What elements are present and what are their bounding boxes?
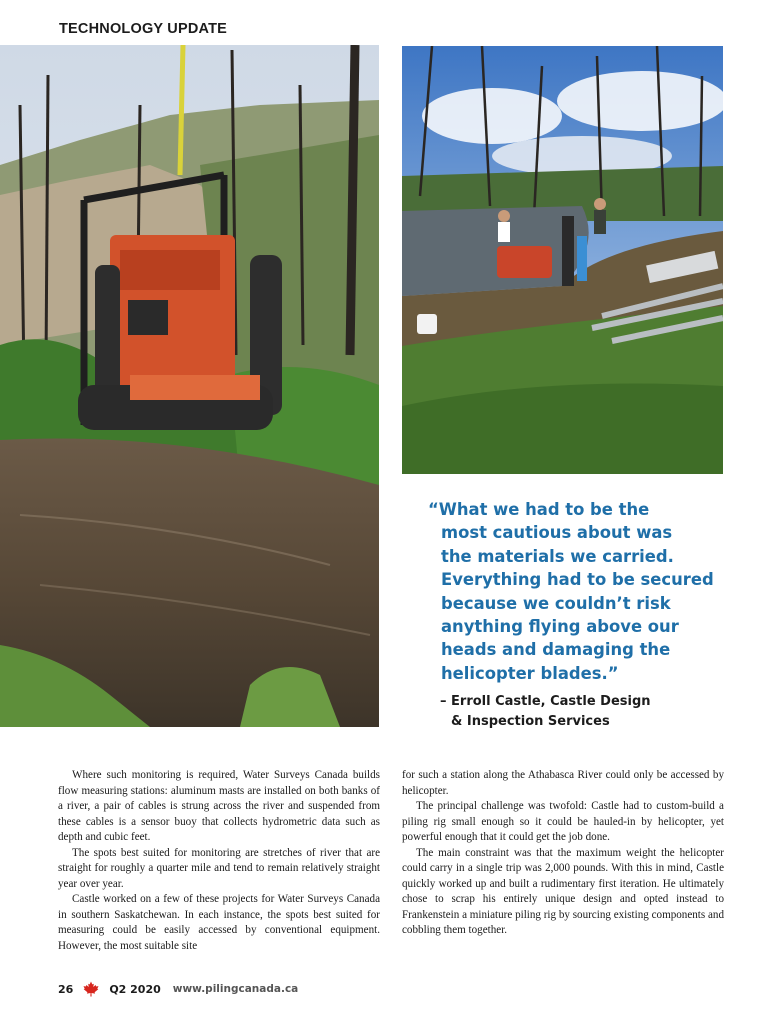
article-paragraph: Castle worked on a few of these projects for Water Surveys Canada in southern Saskatchewan. In each instance, the spots best suited for measuring could be easily accessed by conventional equipment. However, the most suitable site [58,893,380,953]
article-paragraph: for such a station along the Athabasca River could only be accessed by helicopter. [402,769,724,797]
article-paragraph: The main constraint was that the maximum weight the helicopter could carry in a single trip was 2,000 pounds. With this in mind, Castle quickly worked up and built a rudimentary first iteration. He ultimately chose to scrap his entirely unique design and opted instead to Frankenstein a miniature piling rig by sourcing existing components and cobbling them together. [402,846,724,937]
pull-quote-line: heads and damaging the [441,640,671,660]
attribution-line: & Inspection Services [451,714,610,729]
page-number: 26 [58,982,74,996]
riverbank-crew-photo [402,46,723,474]
article-paragraph: The principal challenge was twofold: Castle had to custom-build a piling rig small enough so it could be hauled-in by helicopter, yet powerful enough that it could get the job done. [402,800,724,844]
article-paragraph: Where such monitoring is required, Water Surveys Canada builds flow measuring stations: aluminum masts are installed on both banks of a river, a pair of cables is strung across the river and suspended from these cables is a sensor buoy that collects hydrometric data such as depth and cubic feet. [58,769,380,844]
pull-quote [428,498,728,685]
article-column-left [58,768,380,955]
article-column-right [402,768,724,939]
pull-quote-line: most cautious about was [441,523,673,543]
pull-quote-line: “What we had to be the [428,500,650,519]
pull-quote-line: anything flying above our [441,617,679,637]
attribution-line: – Erroll Castle, Castle Design [440,694,651,709]
pull-quote-line: Everything had to be secured [441,570,714,590]
article-paragraph: The spots best suited for monitoring are stretches of river that are straight for roughly a quarter mile and tend to remain relatively straight year over year. [58,846,380,890]
quote-attribution [440,692,740,732]
pull-quote-line: helicopter blades.” [441,663,619,683]
section-label: TECHNOLOGY UPDATE [59,21,228,37]
website-link[interactable]: www.pilingcanada.ca [172,983,299,995]
issue-label: Q2 2020 [109,982,161,996]
pull-quote-line: the materials we carried. [441,546,674,566]
maple-leaf-icon [83,981,99,997]
helicopter-rig-photo [0,45,379,727]
pull-quote-line: because we couldn’t risk [441,593,671,613]
page-footer [58,980,298,998]
